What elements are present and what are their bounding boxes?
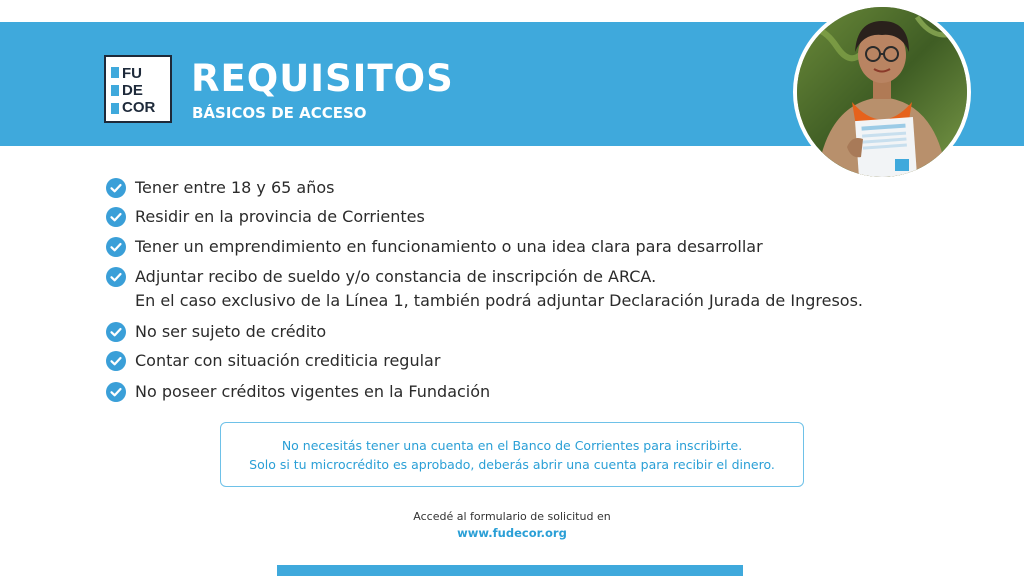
check-circle-icon xyxy=(106,382,126,402)
bottom-accent-bar xyxy=(277,565,743,576)
fudecor-logo xyxy=(104,55,172,123)
requirement-item xyxy=(106,235,763,259)
notice-line-2: Solo si tu microcrédito es aprobado, deberás abrir una cuenta para recibir el dinero. xyxy=(249,456,775,472)
requirement-text: Contar con situación crediticia regular xyxy=(135,351,441,370)
check-circle-icon xyxy=(106,178,126,198)
requirement-item xyxy=(106,205,425,229)
page-subtitle: BÁSICOS DE ACCESO xyxy=(192,104,367,122)
check-circle-icon xyxy=(106,322,126,342)
logo-text-line-1: FU xyxy=(122,65,142,82)
requirement-item xyxy=(106,320,326,344)
check-circle-icon xyxy=(106,267,126,287)
requirement-text: No ser sujeto de crédito xyxy=(135,322,327,341)
photo-illustration xyxy=(797,7,967,177)
logo-text-line-3: COR xyxy=(122,99,156,116)
form-access-text: Accedé al formulario de solicitud en xyxy=(413,510,611,523)
check-circle-icon xyxy=(106,207,126,227)
requirement-text: No poseer créditos vigentes en la Fundación xyxy=(135,382,491,401)
bank-account-notice xyxy=(220,422,804,487)
website-link[interactable]: www.fudecor.org xyxy=(457,526,567,540)
woman-holding-form-photo xyxy=(793,3,971,181)
check-circle-icon xyxy=(106,237,126,257)
requirement-item xyxy=(106,349,440,373)
requirement-item xyxy=(106,380,490,404)
page-title: REQUISITOS xyxy=(191,57,454,100)
requirement-item xyxy=(106,265,863,313)
requirement-text: Adjuntar recibo de sueldo y/o constancia de inscripción de ARCA. xyxy=(135,267,657,286)
requirement-text: Tener un emprendimiento en funcionamiento o una idea clara para desarrollar xyxy=(135,237,763,256)
requirement-text: Tener entre 18 y 65 años xyxy=(135,178,335,197)
requirement-text: Residir en la provincia de Corrientes xyxy=(135,207,425,226)
requirement-text-continued: En el caso exclusivo de la Línea 1, también podrá adjuntar Declaración Jurada de Ingresos. xyxy=(135,291,863,310)
logo-text-line-2: DE xyxy=(122,82,143,99)
check-circle-icon xyxy=(106,351,126,371)
notice-line-1: No necesitás tener una cuenta en el Banco de Corrientes para inscribirte. xyxy=(281,437,743,453)
requirement-item xyxy=(106,176,334,200)
